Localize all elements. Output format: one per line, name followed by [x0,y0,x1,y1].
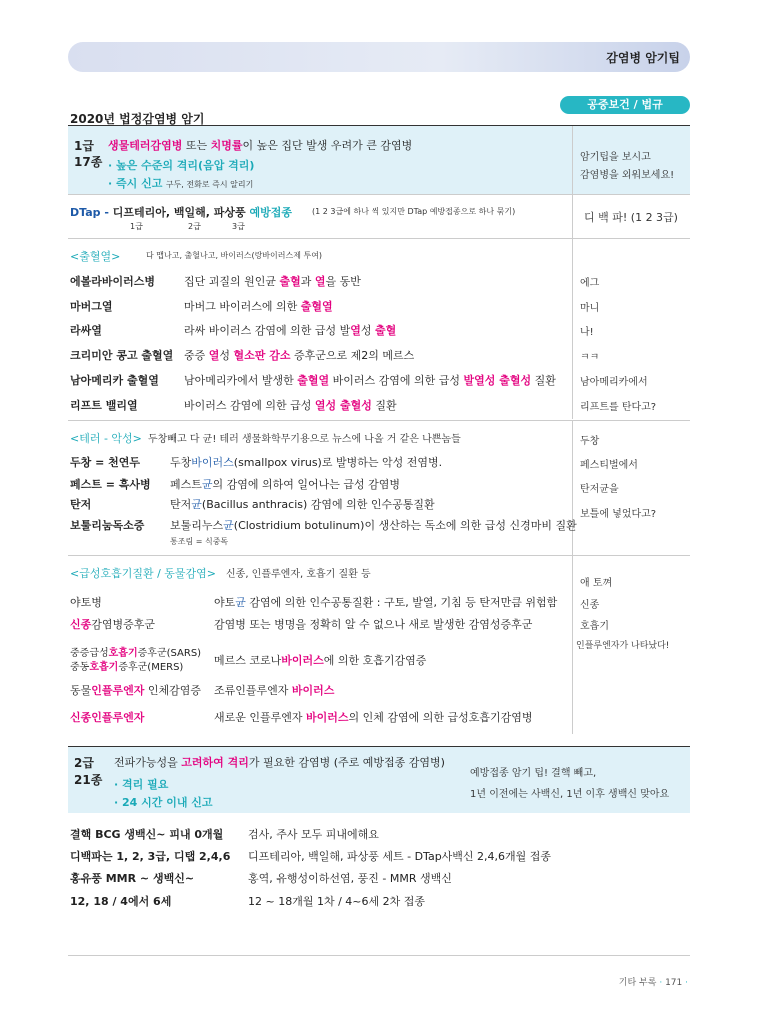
hemorrhagic-heading: <출혈열> [70,250,121,263]
respiratory-note: 신종, 인플루엔자, 호흡기 질환 등 [226,569,371,580]
terror-side: 두창 [580,436,600,447]
resp-row1-name: 야토병 [70,596,102,609]
divider [572,239,573,419]
divider [68,194,690,195]
terror-note: 두창빼고 다 균! 테러 생물화학무기용으로 뉴스에 나올 거 같은 나쁜놈들 [148,434,461,445]
divider [68,238,690,239]
hemorrhagic-desc: 남아메리카에서 발생한 출혈열 바이러스 감염에 의한 급성 발열성 출혈성 질환 [184,374,556,387]
resp-row5-desc: 새로운 인플루엔자 바이러스의 인체 감염에 의한 급성호흡기감염병 [214,711,533,724]
divider [572,421,573,555]
resp-row2-name: 신종감염병증후군 [70,618,156,631]
resp-row5-name: 신종인플루엔자 [70,711,145,724]
hemorrhagic-desc: 집단 괴질의 원인균 출혈과 열을 동반 [184,275,361,288]
dtap-sub1: 1급 [130,222,143,231]
terror-name: 탄저 [70,498,92,511]
hemorrhagic-name: 에볼라바이러스병 [70,275,156,288]
grade1-bullet2: · 즉시 신고 구두, 전화로 즉시 알리기 [108,177,254,190]
divider [68,955,690,956]
vaccine-desc: 홍역, 유행성이하선염, 풍진 - MMR 생백신 [248,872,452,885]
hemorrhagic-desc: 바이러스 감염에 의한 급성 열성 출혈성 질환 [184,399,397,412]
dtap-side: 디 백 파! (1 2 3급) [584,211,678,224]
hemorrhagic-side: ㅋㅋ [580,352,600,363]
respiratory-side2: 신종 [580,600,600,611]
terror-side: 탄저균을 [580,484,619,495]
grade1-desc: 생물테러감염병 또는 치명률이 높은 집단 발생 우려가 큰 감염병 [108,139,413,152]
respiratory-heading: <급성호흡기질환 / 동물감염> [70,567,217,580]
grade2-bullet2: · 24 시간 이내 신고 [114,796,213,809]
grade2-desc: 전파가능성을 고려하여 격리가 필요한 감염병 (주로 예방접종 감염병) [114,756,445,769]
dtap-line: DTap - 디프테리아, 백일해, 파상풍 예방접종 [70,206,292,219]
hemorrhagic-name: 남아메리카 출혈열 [70,374,159,387]
respiratory-side1: 애 토껴 [580,578,613,589]
grade1-label: 1급 [74,139,94,153]
terror-desc: 탄저균(Bacillus anthracis) 감염에 의한 인수공통질환 [170,498,435,511]
divider [572,126,573,239]
terror-name: 보툴리눔독소증 [70,519,145,532]
hemorrhagic-name: 라싸열 [70,324,102,337]
resp-row1-desc: 야토균 감염에 의한 인수공통질환 : 구토, 발열, 기침 등 탄저만큼 위험함 [214,596,558,609]
vaccine-desc: 12 ~ 18개월 1차 / 4~6세 2차 접종 [248,895,425,908]
hemorrhagic-side: 마니 [580,303,600,314]
resp-row4-desc: 조류인플루엔자 바이러스 [214,684,335,697]
hemorrhagic-side: 에그 [580,278,600,289]
grade2-label: 2급 [74,756,94,770]
grade2-count: 21종 [74,773,103,787]
resp-row4-name: 동물인플루엔자 인체감염증 [70,684,202,697]
grade1-side-note1: 암기팁을 보시고 [580,152,651,163]
grade2-note1: 예방접종 암기 팁! 결핵 빼고, [470,768,597,779]
divider [68,555,690,556]
grade2-bullet1: · 격리 필요 [114,778,169,791]
terror-name: 두창 = 천연두 [70,456,141,469]
hemorrhagic-desc: 중증 열성 혈소판 감소 증후군으로 제2의 메르스 [184,349,415,362]
vaccine-name: 결핵 BCG 생백신~ 피내 0개월 [70,828,224,841]
page-number: 171 [665,978,683,988]
resp-row3-name1: 중증급성호흡기증후군(SARS) [70,648,202,659]
grade1-count: 17종 [74,155,103,169]
terror-desc: 보툴리누스균(Clostridium botulinum)이 생산하는 독소에 의한 급성 신경마비 질환 [170,519,577,532]
vaccine-name: 디백파는 1, 2, 3급, 디탭 2,4,6 [70,850,231,863]
terror-desc: 두창바이러스(smallpox virus)로 발병하는 악성 전염병. [170,456,443,469]
hemorrhagic-side: 나! [580,327,594,338]
dtap-note: (1 2 3급에 하나 씩 있지만 DTap 예방접종으로 하나 묶기) [312,207,516,216]
grade2-note2: 1년 이전에는 사백신, 1년 이후 생백신 맞아요 [470,789,670,800]
terror-side: 보틀에 넣었다고? [580,509,657,520]
resp-row3-name2: 중동호흡기증후군(MERS) [70,662,184,673]
terror-name: 페스트 = 흑사병 [70,478,151,491]
section-tag: 공중보건 / 법규 [560,96,690,114]
dtap-sub3: 3급 [232,222,245,231]
grade1-side-note2: 감염병을 외워보세요! [580,170,675,181]
section-title: 2020년 법정감염병 암기 [70,112,205,126]
hemorrhagic-desc: 라싸 바이러스 감염에 의한 급성 발열성 출혈 [184,324,397,337]
hemorrhagic-side: 리프트를 탄다고? [580,402,657,413]
resp-row3-desc: 메르스 코로나바이러스에 의한 호흡기감염증 [214,654,427,667]
dtap-sub2: 2급 [188,222,201,231]
header-title: 감염병 암기팁 [606,51,680,65]
vaccine-desc: 디프테리아, 백일해, 파상풍 세트 - DTap사백신 2,4,6개월 접종 [248,850,552,863]
hemorrhagic-desc: 마버그 바이러스에 의한 출혈열 [184,300,333,313]
vaccine-name: 12, 18 / 4에서 6세 [70,895,172,908]
vaccine-name: 홍유풍 MMR ~ 생백신~ [70,872,195,885]
terror-sub-note: 통조림 = 식중독 [170,537,229,546]
resp-row2-desc: 감염병 또는 병명을 정확히 알 수 없으나 새로 발생한 감염성증후군 [214,618,533,631]
hemorrhagic-note: 다 맵나고, 출혈나고, 바이러스(랑바이러스제 투여) [146,251,323,260]
hemorrhagic-name: 리프트 밸리열 [70,399,138,412]
terror-side: 페스티벌에서 [580,460,638,471]
respiratory-side4: 인플루엔자가 나타났다! [576,641,670,651]
divider [572,556,573,734]
grade1-bullet1: · 높은 수준의 격리(음압 격리) [108,159,255,172]
vaccine-desc: 검사, 주사 모두 피내에해요 [248,828,379,841]
footer: 기타 부록 · 171 · [618,978,688,988]
divider [68,420,690,421]
hemorrhagic-side: 남아메리카에서 [580,377,648,388]
header-bar [68,42,690,72]
terror-heading: <테러 - 악성> [70,432,142,445]
respiratory-side3: 호흡기 [580,621,609,632]
hemorrhagic-name: 크리미안 콩고 출혈열 [70,349,174,362]
hemorrhagic-name: 마버그열 [70,300,113,313]
terror-desc: 페스트균의 감염에 의하여 일어나는 급성 감염병 [170,478,401,491]
